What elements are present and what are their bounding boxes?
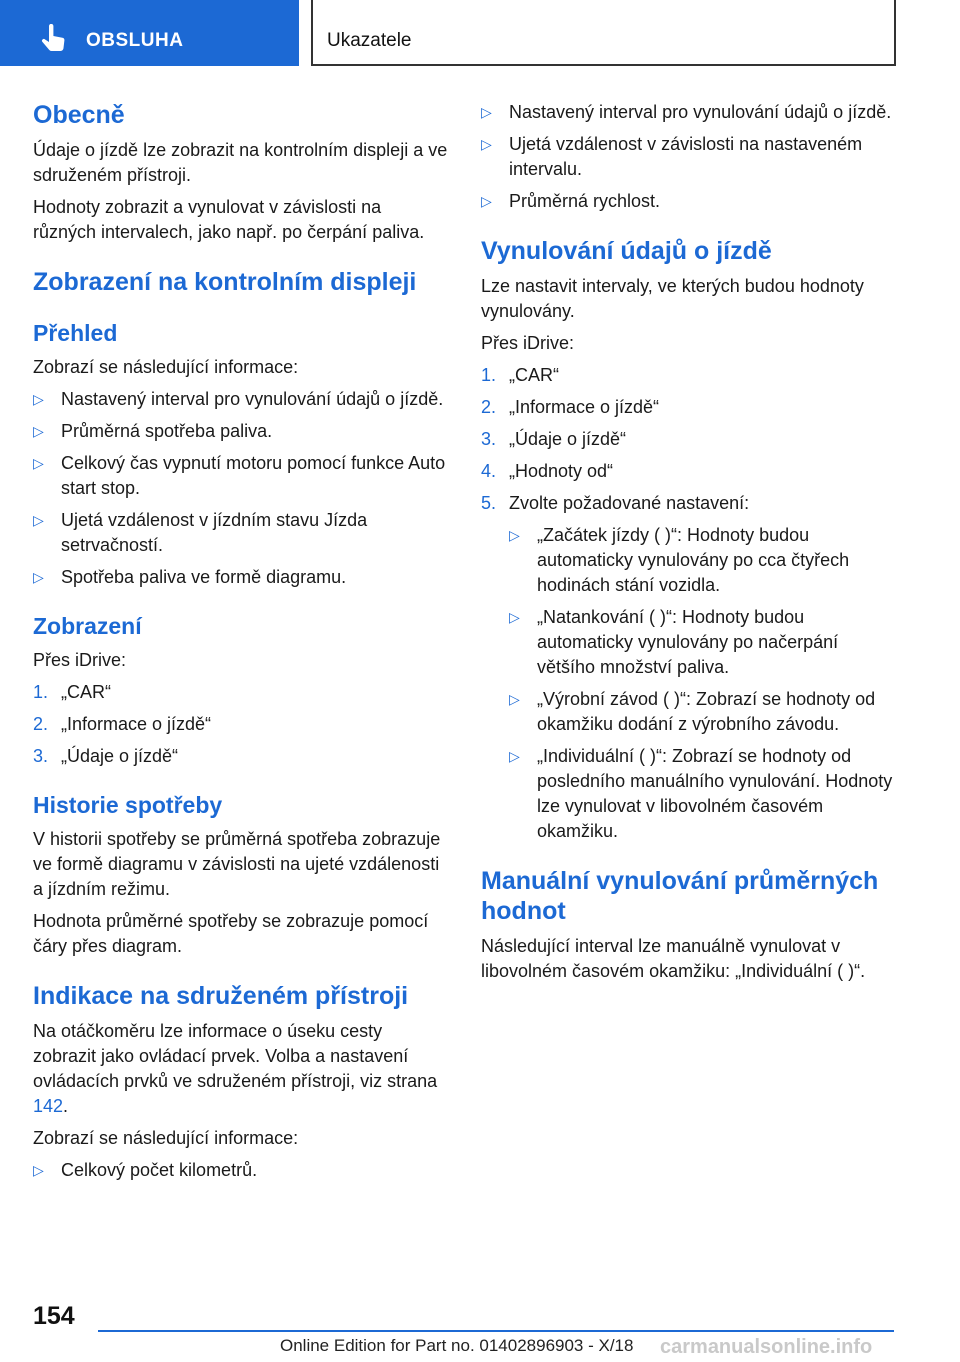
triangle-bullet-icon: ▷ [33, 391, 44, 407]
triangle-bullet-icon: ▷ [509, 527, 520, 543]
list-item: ▷ Průměrná rychlost. [481, 189, 897, 214]
heading-indikace: Indikace na sdruženém přístroji [33, 982, 409, 1010]
triangle-bullet-icon: ▷ [33, 1162, 44, 1178]
list-item: ▷ „Natankování ( )“: Hodnoty budou automaticky vynulovány po načerpání většího množství paliva. [509, 607, 839, 677]
hand-pointer-icon [40, 24, 66, 52]
list-item: ▷ Ujetá vzdálenost v závislosti na nastaveném intervalu. [481, 134, 863, 179]
list-item: ▷ Celkový čas vypnutí motoru pomocí funkce Auto start stop. [33, 453, 446, 498]
page-header [0, 0, 960, 66]
heading-vynulovani: Vynulování údajů o jízdě [481, 237, 772, 265]
paragraph: Zobrazí se následující informace: [33, 1128, 299, 1148]
heading-zobrazeni-displej: Zobrazení na kontrolním displeji [33, 268, 417, 296]
list-item: ▷ Průměrná spotřeba paliva. [33, 419, 449, 444]
list-item: ▷ Celkový počet kilometrů. [33, 1158, 449, 1183]
section-tab [0, 0, 299, 66]
list-item: ▷ Ujetá vzdálenost v jízdním stavu Jízda setrvačností. [33, 510, 368, 555]
heading-prehled: Přehled [33, 320, 118, 346]
triangle-bullet-icon: ▷ [33, 455, 44, 471]
paragraph: Údaje o jízdě lze zobrazit na kontrolním displeji a ve sdruženém přístroji. [33, 140, 448, 185]
list-item: ▷ Nastavený interval pro vynulování údajů o jízdě. [33, 387, 449, 412]
triangle-bullet-icon: ▷ [33, 569, 44, 585]
triangle-bullet-icon: ▷ [509, 691, 520, 707]
left-column [33, 100, 449, 1190]
right-column [481, 100, 897, 991]
list-item: 1. „CAR“ [33, 682, 111, 702]
triangle-bullet-icon: ▷ [33, 512, 44, 528]
list-item: ▷ Spotřeba paliva ve formě diagramu. [33, 565, 449, 590]
list-item: ▷ „Začátek jízdy ( )“: Hodnoty budou automaticky vynulovány po cca čtyřech hodinách stání vozidla. [509, 525, 850, 595]
paragraph: Hodnoty zobrazit a vynulovat v závislosti na různých intervalech, jako např. po čerpání paliva. [33, 197, 425, 242]
paragraph: Na otáčkoměru lze informace o úseku cesty zobrazit jako ovládací prvek. Volba a nastavení ovládacích prvků ve sdruženém přístroji, viz strana 142. [33, 1021, 438, 1116]
list-item: ▷ „Výrobní závod ( )“: Zobrazí se hodnoty od okamžiku dodání z výrobního závodu. [509, 689, 876, 734]
chapter-label: Ukazatele [327, 30, 412, 51]
triangle-bullet-icon: ▷ [481, 193, 492, 209]
bullet-list [481, 100, 897, 214]
bullet-list [33, 387, 449, 590]
watermark: carmanualsonline.info [660, 1336, 873, 1358]
section-label: OBSLUHA [86, 30, 184, 51]
numbered-list [481, 363, 897, 844]
list-item: 1. „CAR“ [481, 365, 559, 385]
paragraph: Zobrazí se následující informace: [33, 357, 299, 377]
list-item: 2. „Informace o jízdě“ [481, 397, 660, 417]
page-reference-link[interactable]: 142 [33, 1096, 64, 1116]
list-item: 3. „Údaje o jízdě“ [33, 746, 179, 766]
page-number: 154 [33, 1302, 75, 1330]
paragraph: Přes iDrive: [481, 333, 575, 353]
paragraph: Následující interval lze manuálně vynulovat v libovolném časovém okamžiku: „Individuální ( )“. [481, 936, 866, 981]
list-item: 4. „Hodnoty od“ [481, 461, 614, 481]
heading-zobrazeni: Zobrazení [33, 613, 142, 639]
list-item: 5. Zvolte požadované nastavení: ▷ „Začátek jízdy ( )“: Hodnoty budou automaticky vynulovány po cca čtyřech hodinách stání vozidla. ▷ „Natankování ( )“: Hodnoty budou automaticky vynulovány po načerpání většího množství paliva. ▷ „Výrobní závod ( )“: Zobrazí se hodnoty od okamžiku dodání z výrobního závodu. ▷ „Individuální ( )“: Zobrazí se hodnoty od posledního manuálního vynulování. Hodnoty lze vynulovat v libovolném časovém okamžiku. [481, 491, 897, 844]
triangle-bullet-icon: ▷ [509, 748, 520, 764]
numbered-list [33, 680, 449, 769]
heading-obecne: Obecně [33, 101, 125, 129]
heading-manualni: Manuální vynulování průměrných hodnot [481, 867, 879, 925]
paragraph: V historii spotřeby se průměrná spotřeba zobrazuje ve formě diagramu v závislosti na ujeté vzdálenosti a jízdním režimu. [33, 829, 441, 899]
list-item: ▷ „Individuální ( )“: Zobrazí se hodnoty od posledního manuálního vynulování. Hodnoty lze vynulovat v libovolném časovém okamžiku. [509, 746, 893, 841]
paragraph: Lze nastavit intervaly, ve kterých budou hodnoty vynulovány. [481, 276, 864, 321]
paragraph: Hodnota průměrné spotřeby se zobrazuje pomocí čáry přes diagram. [33, 911, 429, 956]
triangle-bullet-icon: ▷ [509, 609, 520, 625]
triangle-bullet-icon: ▷ [33, 423, 44, 439]
triangle-bullet-icon: ▷ [481, 104, 492, 120]
list-item: 2. „Informace o jízdě“ [33, 714, 212, 734]
sub-bullet-list [509, 523, 897, 844]
list-item: ▷ Nastavený interval pro vynulování údajů o jízdě. [481, 100, 897, 125]
footer-divider [98, 1330, 894, 1332]
bullet-list [33, 1158, 449, 1183]
heading-historie: Historie spotřeby [33, 792, 223, 818]
chapter-tab [311, 0, 896, 66]
triangle-bullet-icon: ▷ [481, 136, 492, 152]
list-item: 3. „Údaje o jízdě“ [481, 429, 627, 449]
edition-text: Online Edition for Part no. 01402896903 - X/18 [280, 1336, 634, 1355]
paragraph: Přes iDrive: [33, 650, 127, 670]
